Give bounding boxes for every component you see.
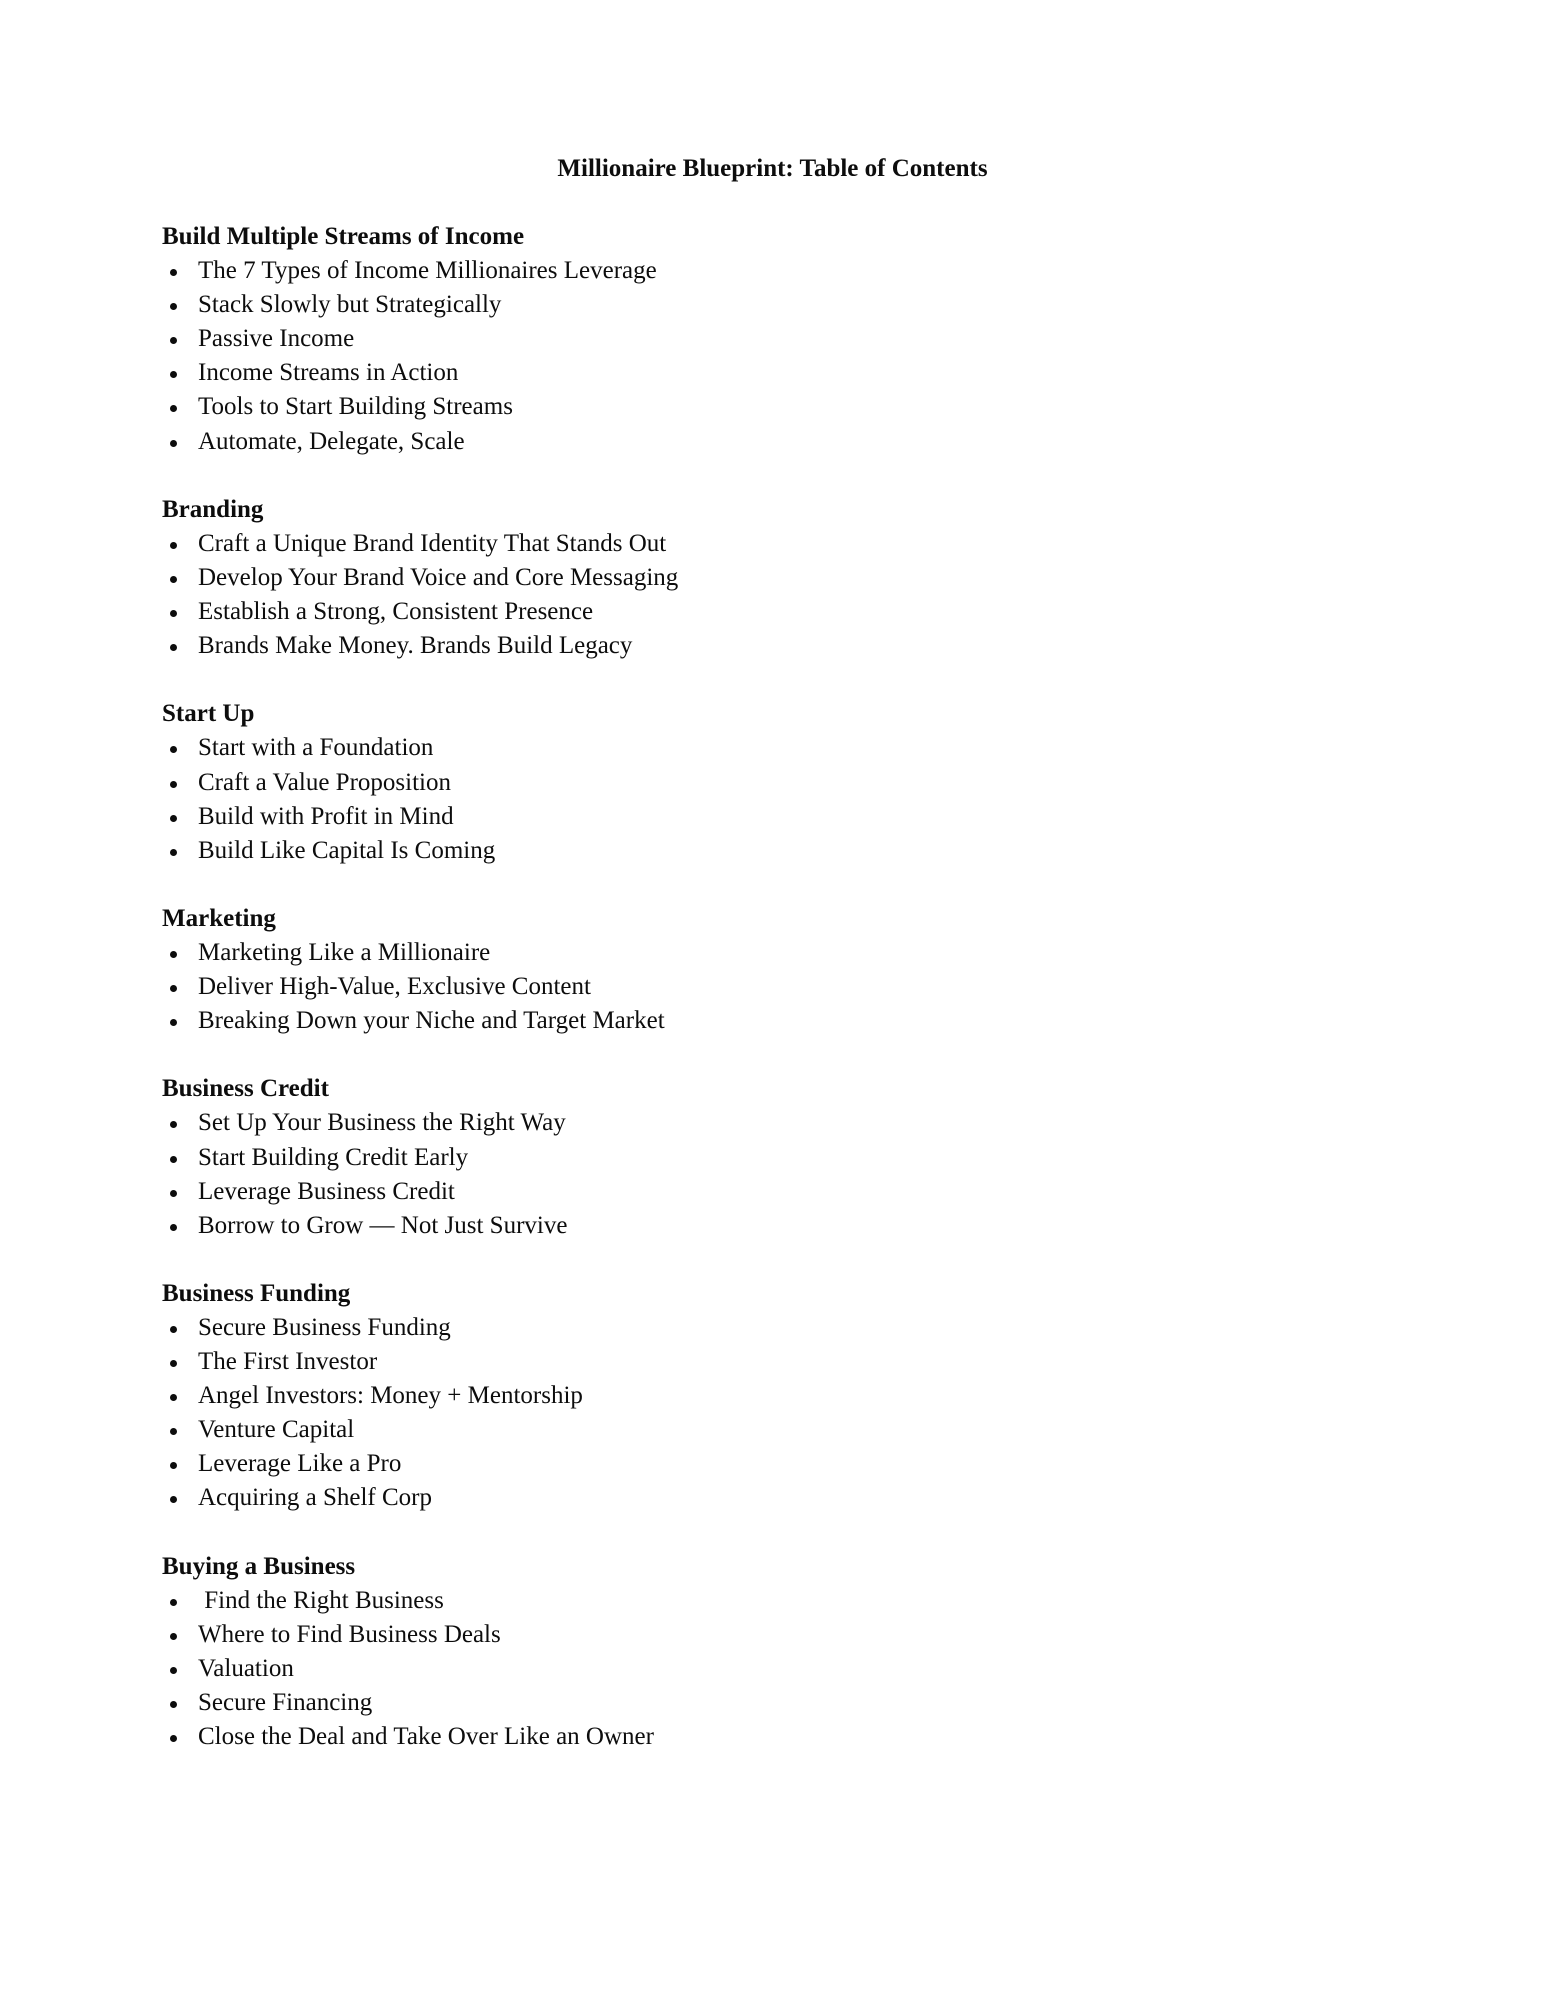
- bullet-icon: [170, 269, 177, 276]
- bullet-icon: [170, 371, 177, 378]
- list-item: [162, 1447, 1362, 1481]
- section-items: [162, 936, 1362, 1038]
- list-item: [162, 1584, 1362, 1618]
- bullet-icon: [170, 542, 177, 549]
- bullet-icon: [170, 1701, 177, 1708]
- bullet-icon: [170, 576, 177, 583]
- item-text: Income Streams in Action: [198, 359, 459, 387]
- bullet-icon: [170, 1428, 177, 1435]
- bullet-icon: [170, 1394, 177, 1401]
- item-text: Secure Business Funding: [198, 1314, 451, 1341]
- item-text: Tools to Start Building Streams: [198, 393, 513, 421]
- toc-section: [162, 1277, 1362, 1516]
- list-item: [162, 1618, 1362, 1652]
- toc-section: [162, 493, 1362, 663]
- bullet-icon: [170, 1633, 177, 1640]
- list-item: [162, 1686, 1362, 1720]
- section-heading: Marketing: [162, 904, 276, 932]
- item-text: Venture Capital: [198, 1416, 355, 1444]
- bullet-icon: [170, 951, 177, 958]
- toc-section: [162, 1072, 1362, 1242]
- bullet-icon: [170, 1735, 177, 1742]
- item-text: Start Building Credit Early: [198, 1143, 469, 1171]
- bullet-icon: [170, 1121, 177, 1128]
- bullet-icon: [170, 610, 177, 617]
- list-item: [162, 390, 1362, 424]
- list-item: [162, 731, 1362, 765]
- bullet-icon: [170, 1667, 177, 1674]
- item-text: Acquiring a Shelf Corp: [198, 1484, 432, 1512]
- list-item: [162, 834, 1362, 868]
- list-item: [162, 1379, 1362, 1413]
- list-item: [162, 1004, 1362, 1038]
- list-item: [162, 425, 1362, 459]
- item-text: Passive Income: [198, 325, 355, 353]
- bullet-icon: [170, 337, 177, 344]
- section-heading: Buying a Business: [162, 1552, 356, 1580]
- list-item: [162, 629, 1362, 663]
- list-item: [162, 1209, 1362, 1243]
- item-text: Brands Make Money. Brands Build Legacy: [198, 632, 633, 660]
- bullet-icon: [170, 815, 177, 822]
- item-text: Craft a Value Proposition: [198, 768, 451, 796]
- bullet-icon: [170, 1496, 177, 1503]
- bullet-icon: [170, 303, 177, 310]
- item-text: Craft a Unique Brand Identity That Stands Out: [198, 529, 667, 557]
- bullet-icon: [170, 781, 177, 788]
- item-text: Breaking Down your Niche and Target Market: [198, 1007, 665, 1035]
- section-heading: Branding: [162, 495, 264, 523]
- bullet-icon: [170, 849, 177, 856]
- item-text: Set Up Your Business the Right Way: [198, 1109, 566, 1137]
- item-text: Borrow to Grow — Not Just Survive: [198, 1211, 568, 1239]
- item-text: Establish a Strong, Consistent Presence: [198, 598, 594, 626]
- item-text: Build with Profit in Mind: [198, 802, 454, 830]
- bullet-icon: [170, 1360, 177, 1367]
- bullet-icon: [170, 1224, 177, 1231]
- item-text: Deliver High-Value, Exclusive Content: [198, 973, 591, 1001]
- item-text: Start with a Foundation: [198, 734, 434, 762]
- list-item: [162, 1175, 1362, 1209]
- list-item: [162, 288, 1362, 322]
- bullet-icon: [170, 1156, 177, 1163]
- bullet-icon: [170, 1326, 177, 1333]
- list-item: [162, 1345, 1362, 1379]
- toc-section: [162, 220, 1362, 459]
- list-item: [162, 1413, 1362, 1447]
- item-text: Secure Financing: [198, 1689, 373, 1717]
- list-item: [162, 356, 1362, 390]
- bullet-icon: [170, 405, 177, 412]
- list-item: [162, 322, 1362, 356]
- bullet-icon: [170, 440, 177, 447]
- item-text: Marketing Like a Millionaire: [198, 938, 491, 966]
- list-item: [162, 254, 1362, 288]
- toc-section: [162, 1550, 1362, 1755]
- item-text: Close the Deal and Take Over Like an Owner: [198, 1723, 654, 1751]
- section-heading: Build Multiple Streams of Income: [162, 223, 525, 250]
- list-item: [162, 1652, 1362, 1686]
- toc-section: [162, 902, 1362, 1038]
- list-item: [162, 561, 1362, 595]
- list-item: [162, 1141, 1362, 1175]
- toc-section: [162, 697, 1362, 867]
- item-text: Leverage Like a Pro: [198, 1450, 402, 1478]
- item-text: Leverage Business Credit: [198, 1177, 455, 1205]
- section-items: [162, 1311, 1362, 1516]
- item-text: Automate, Delegate, Scale: [198, 427, 465, 455]
- list-item: [162, 800, 1362, 834]
- table-of-contents: [162, 220, 1362, 1788]
- list-item: [162, 970, 1362, 1004]
- item-text: The First Investor: [198, 1348, 378, 1376]
- document-title: Millionaire Blueprint: Table of Contents: [557, 155, 988, 182]
- bullet-icon: [170, 644, 177, 651]
- item-text: Stack Slowly but Strategically: [198, 291, 502, 319]
- item-text: The 7 Types of Income Millionaires Leverage: [198, 257, 657, 285]
- list-item: [162, 595, 1362, 629]
- list-item: [162, 527, 1362, 561]
- section-heading: Business Credit: [162, 1075, 329, 1103]
- item-text: Find the Right Business: [198, 1586, 444, 1614]
- list-item: [162, 766, 1362, 800]
- bullet-icon: [170, 1462, 177, 1469]
- bullet-icon: [170, 1190, 177, 1197]
- list-item: [162, 1311, 1362, 1345]
- bullet-icon: [170, 985, 177, 992]
- section-items: [162, 731, 1362, 867]
- bullet-icon: [170, 1599, 177, 1606]
- bullet-icon: [170, 746, 177, 753]
- section-heading: Business Funding: [162, 1279, 351, 1307]
- section-items: [162, 527, 1362, 663]
- item-text: Valuation: [198, 1654, 294, 1682]
- item-text: Angel Investors: Money + Mentorship: [198, 1382, 583, 1410]
- section-items: [162, 1584, 1362, 1754]
- section-heading: Start Up: [162, 700, 255, 728]
- item-text: Build Like Capital Is Coming: [198, 836, 496, 864]
- list-item: [162, 936, 1362, 970]
- list-item: [162, 1106, 1362, 1140]
- item-text: Develop Your Brand Voice and Core Messaging: [198, 563, 679, 591]
- section-items: [162, 254, 1362, 459]
- list-item: [162, 1720, 1362, 1754]
- section-items: [162, 1106, 1362, 1242]
- item-text: Where to Find Business Deals: [198, 1620, 501, 1648]
- list-item: [162, 1481, 1362, 1515]
- bullet-icon: [170, 1019, 177, 1026]
